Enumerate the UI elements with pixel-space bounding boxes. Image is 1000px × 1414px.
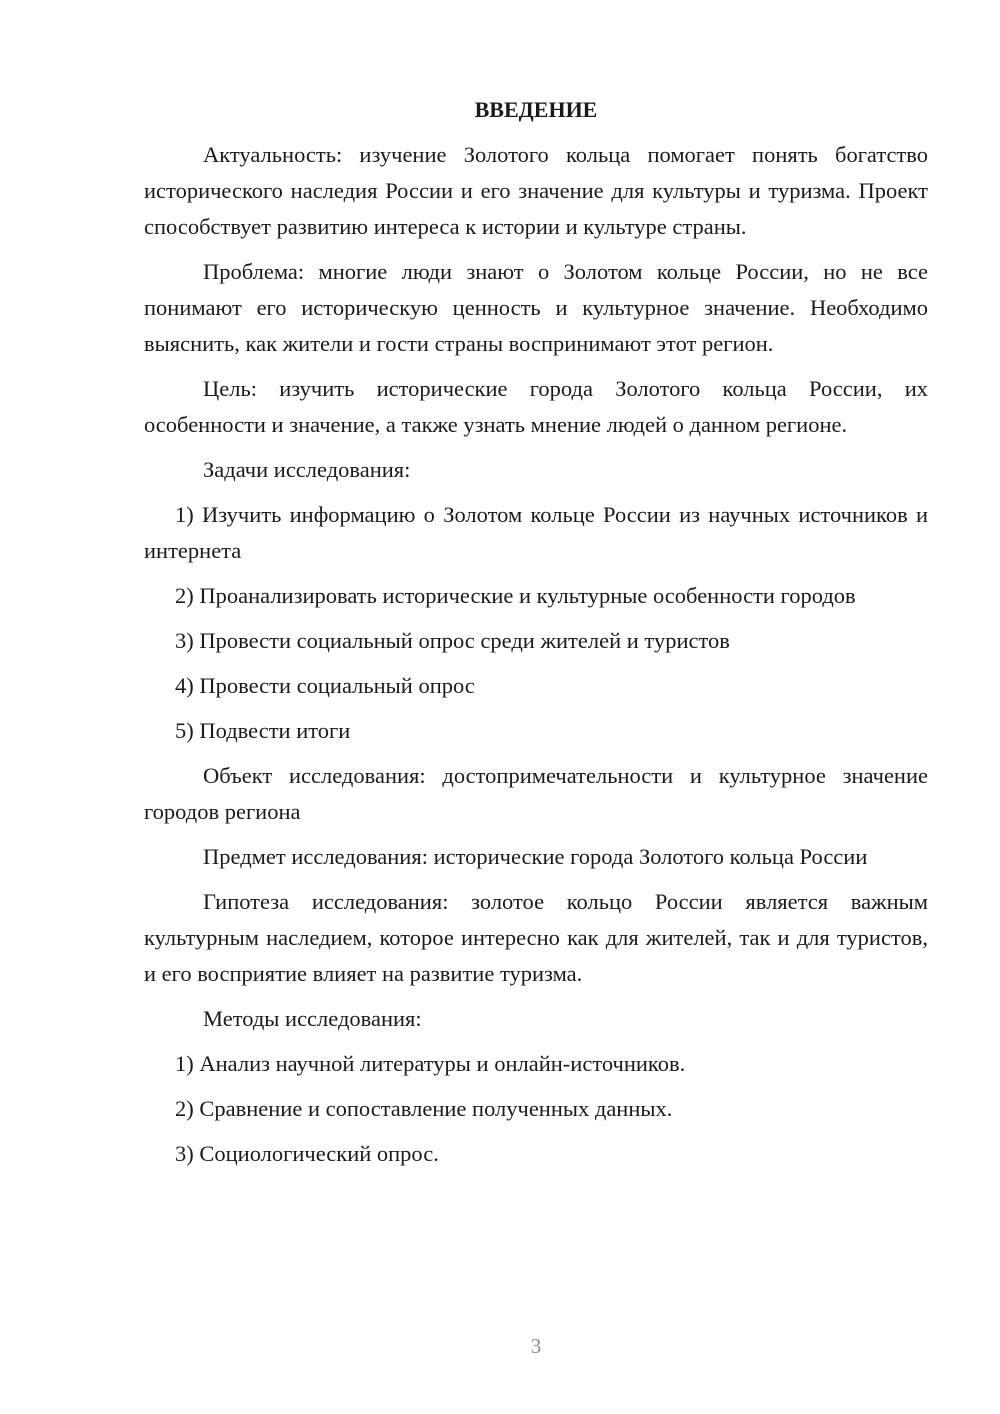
task-item: 1) Изучить информацию о Золотом кольце России из научных источников и интернета (144, 502, 928, 563)
page-number: 3 (530, 1334, 542, 1358)
task-item: 5) Подвести итоги (175, 718, 351, 743)
method-item: 2) Сравнение и сопоставление полученных данных. (175, 1096, 673, 1121)
section-heading: ВВЕДЕНИЕ (474, 97, 598, 122)
object-paragraph: Объект исследования: достопримечательности и культурное значение городов региона (144, 763, 928, 824)
page-content (144, 92, 928, 1181)
task-item: 2) Проанализировать исторические и культурные особенности городов (175, 583, 856, 608)
subject-paragraph: Предмет исследования: исторические города Золотого кольца России (203, 844, 868, 869)
method-item: 1) Анализ научной литературы и онлайн-источников. (175, 1051, 686, 1076)
task-item: 4) Провести социальный опрос (175, 673, 475, 698)
tasks-title: Задачи исследования: (203, 457, 411, 482)
relevance-paragraph: Актуальность: изучение Золотого кольца помогает понять богатство исторического наследия России и его значение для культуры и туризма. Проект способствует развитию интереса к истории и культуре страны. (144, 142, 928, 239)
goal-paragraph: Цель: изучить исторические города Золотого кольца России, их особенности и значение, а также узнать мнение людей о данном регионе. (144, 376, 928, 437)
methods-title: Методы исследования: (203, 1006, 422, 1031)
hypothesis-paragraph: Гипотеза исследования: золотое кольцо России является важным культурным наследием, которое интересно как для жителей, так и для туристов, и его восприятие влияет на развитие туризма. (144, 889, 928, 986)
method-item: 3) Социологический опрос. (175, 1141, 439, 1166)
problem-paragraph: Проблема: многие люди знают о Золотом кольце России, но не все понимают его историческую ценность и культурное значение. Необходимо выяснить, как жители и гости страны воспринимают этот регион. (144, 259, 928, 356)
task-item: 3) Провести социальный опрос среди жителей и туристов (175, 628, 730, 653)
